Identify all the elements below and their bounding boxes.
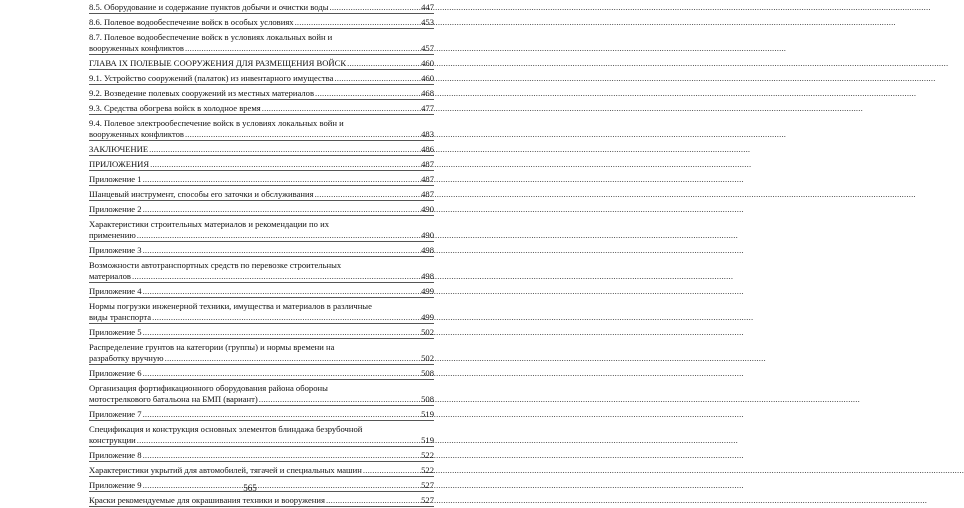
- toc-entry[interactable]: [89, 0, 434, 14]
- toc-entry-title-line: Приложение 2: [89, 203, 142, 214]
- dot-leader: [315, 88, 420, 99]
- toc-entry-page: 527: [421, 479, 434, 490]
- toc-entry[interactable]: [89, 217, 434, 242]
- dot-leader: [334, 73, 420, 84]
- dot-leader: [152, 312, 420, 323]
- toc-entry-page: 487: [421, 188, 434, 199]
- toc-entry-page: 522: [421, 464, 434, 475]
- toc-entry-title-line: Приложение 6: [89, 367, 142, 378]
- toc-entry-page: 522: [421, 449, 434, 460]
- toc-entry-page: 483: [421, 128, 434, 139]
- toc-entry-title-line: 8.6. Полевое водообеспечение войск в особых условиях: [89, 16, 294, 27]
- toc-entry-page: 460: [421, 57, 434, 68]
- dot-leader: [132, 271, 420, 282]
- toc-entry-title-line: 9.3. Средства обогрева войск в холодное время: [89, 102, 261, 113]
- toc-entry-title-line: материалов: [89, 270, 131, 281]
- toc-entry[interactable]: [89, 493, 434, 507]
- toc-entry-page: 477: [421, 102, 434, 113]
- toc-entry-title-line: 9.4. Полевое электрообеспечение войск в условиях локальных войн и: [89, 117, 344, 128]
- toc-entry-page: 460: [421, 72, 434, 83]
- dot-leader: [295, 17, 421, 28]
- toc-entry-title-line: применению: [89, 229, 136, 240]
- toc-entry-page: 519: [421, 408, 434, 419]
- toc-entry-page: 468: [421, 87, 434, 98]
- toc-entry-title-line: ПРИЛОЖЕНИЯ: [89, 158, 150, 169]
- toc-entry[interactable]: [89, 86, 434, 100]
- dot-leader: [143, 174, 421, 185]
- toc-entry[interactable]: [89, 56, 434, 70]
- dot-leader: [137, 230, 420, 241]
- dot-leader: [150, 159, 420, 170]
- toc-entry-title-line: Характеристики укрытий для автомобилей, тягачей и специальных машин: [89, 464, 362, 475]
- toc-entry-title-line: ЗАКЛЮЧЕНИЕ: [89, 143, 149, 154]
- toc-entry-title-line: вооруженных конфликтов: [89, 128, 184, 139]
- toc-entry-page: 499: [421, 285, 434, 296]
- toc-entry-title-line: Приложение 5: [89, 326, 142, 337]
- dot-leader: [149, 144, 420, 155]
- toc-entry[interactable]: [89, 340, 434, 365]
- toc-entry[interactable]: [89, 366, 434, 380]
- toc-entry-title-line: Характеристики строительных материалов и рекомендации по их: [89, 218, 329, 229]
- toc-entry-title-line: Приложение 3: [89, 244, 142, 255]
- toc-entry[interactable]: [89, 325, 434, 339]
- dot-leader: [143, 204, 421, 215]
- table-of-contents: [89, 0, 434, 508]
- toc-entry-title-line: Приложение 7: [89, 408, 142, 419]
- toc-entry-title-line: вооруженных конфликтов: [89, 42, 184, 53]
- toc-entry-page: 499: [421, 311, 434, 322]
- toc-entry[interactable]: [89, 463, 434, 477]
- toc-entry[interactable]: [89, 258, 434, 283]
- toc-entry[interactable]: [89, 187, 434, 201]
- toc-entry-title-line: ГЛАВА IX ПОЛЕВЫЕ СООРУЖЕНИЯ ДЛЯ РАЗМЕЩЕНИЯ ВОЙСК: [89, 57, 347, 68]
- toc-entry-page: 502: [421, 326, 434, 337]
- dot-leader: [329, 2, 420, 13]
- toc-entry[interactable]: [89, 142, 434, 156]
- dot-leader: [315, 189, 421, 200]
- toc-entry-page: 490: [421, 229, 434, 240]
- toc-entry-title-line: Распределение грунтов на категории (группы) и нормы времени на: [89, 341, 335, 352]
- toc-entry-title-line: Краски рекомендуемые для окрашивания техники и вооружения: [89, 494, 325, 505]
- toc-entry[interactable]: [89, 15, 434, 29]
- toc-entry-page: 508: [421, 393, 434, 404]
- toc-entry-title-line: мотострелкового батальона на БМП (вариант): [89, 393, 258, 404]
- toc-entry-page: 527: [421, 494, 434, 505]
- toc-entry[interactable]: [89, 101, 434, 115]
- toc-entry-page: 453: [421, 16, 434, 27]
- toc-entry-page: 498: [421, 244, 434, 255]
- toc-entry[interactable]: [89, 448, 434, 462]
- dot-leader: [143, 450, 421, 461]
- toc-entry-title-line: Приложение 4: [89, 285, 142, 296]
- toc-entry-page: 457: [421, 42, 434, 53]
- page-number: 565: [243, 483, 257, 493]
- toc-entry-page: 498: [421, 270, 434, 281]
- toc-entry-title-line: Нормы погрузки инженерной техники, имущества и материалов в различные: [89, 300, 372, 311]
- dot-leader: [347, 58, 420, 69]
- toc-entry[interactable]: [89, 157, 434, 171]
- toc-entry-title-line: Приложение 9: [89, 479, 142, 490]
- dot-leader: [185, 43, 420, 54]
- toc-entry[interactable]: [89, 202, 434, 216]
- dot-leader: [326, 495, 420, 506]
- toc-entry-title-line: Приложение 8: [89, 449, 142, 460]
- toc-entry-title-line: 8.7. Полевое водообеспечение войск в условиях локальных войн и: [89, 31, 333, 42]
- dot-leader: [363, 465, 420, 476]
- toc-entry-page: 508: [421, 367, 434, 378]
- toc-entry[interactable]: [89, 116, 434, 141]
- toc-entry-title-line: 9.1. Устройство сооружений (палаток) из инвентарного имущества: [89, 72, 334, 83]
- toc-entry-title-line: 9.2. Возведение полевых сооружений из местных материалов: [89, 87, 315, 98]
- dot-leader: [143, 368, 421, 379]
- toc-entry[interactable]: [89, 172, 434, 186]
- toc-entry-page: 486: [421, 143, 434, 154]
- dot-leader: [165, 353, 421, 364]
- toc-entry[interactable]: [89, 422, 434, 447]
- toc-entry-title-line: конструкции: [89, 434, 136, 445]
- toc-entry-page: 519: [421, 434, 434, 445]
- dot-leader: [259, 394, 420, 405]
- toc-entry-title-line: виды транспорта: [89, 311, 152, 322]
- toc-entry[interactable]: [89, 71, 434, 85]
- toc-entry-page: 490: [421, 203, 434, 214]
- toc-entry-page: 487: [421, 158, 434, 169]
- toc-entry-title-line: Возможности автотранспортных средств по перевозке строительных: [89, 259, 342, 270]
- toc-entry-page: 487: [421, 173, 434, 184]
- toc-entry-title-line: разработку вручную: [89, 352, 164, 363]
- dot-leader: [143, 286, 421, 297]
- toc-entry-page: 502: [421, 352, 434, 363]
- dot-leader: [262, 103, 420, 114]
- toc-entry[interactable]: [89, 243, 434, 257]
- dot-leader: [143, 409, 421, 420]
- toc-entry[interactable]: [89, 284, 434, 298]
- toc-entry-page: 447: [421, 1, 434, 12]
- toc-entry[interactable]: [89, 30, 434, 55]
- toc-entry-title-line: 8.5. Оборудование и содержание пунктов добычи и очистки воды: [89, 1, 329, 12]
- toc-entry-title-line: Организация фортификационного оборудования района обороны: [89, 382, 328, 393]
- dot-leader: [137, 435, 420, 446]
- toc-entry-title-line: Спецификация и конструкция основных элементов блиндажа безрубочной: [89, 423, 363, 434]
- toc-entry-title-line: Шанцевый инструмент, способы его заточки и обслуживания: [89, 188, 314, 199]
- toc-entry[interactable]: [89, 381, 434, 406]
- dot-leader: [185, 129, 420, 140]
- toc-entry-title-line: Приложение 1: [89, 173, 142, 184]
- toc-entry[interactable]: [89, 407, 434, 421]
- dot-leader: [143, 245, 421, 256]
- toc-entry[interactable]: [89, 299, 434, 324]
- dot-leader: [143, 327, 421, 338]
